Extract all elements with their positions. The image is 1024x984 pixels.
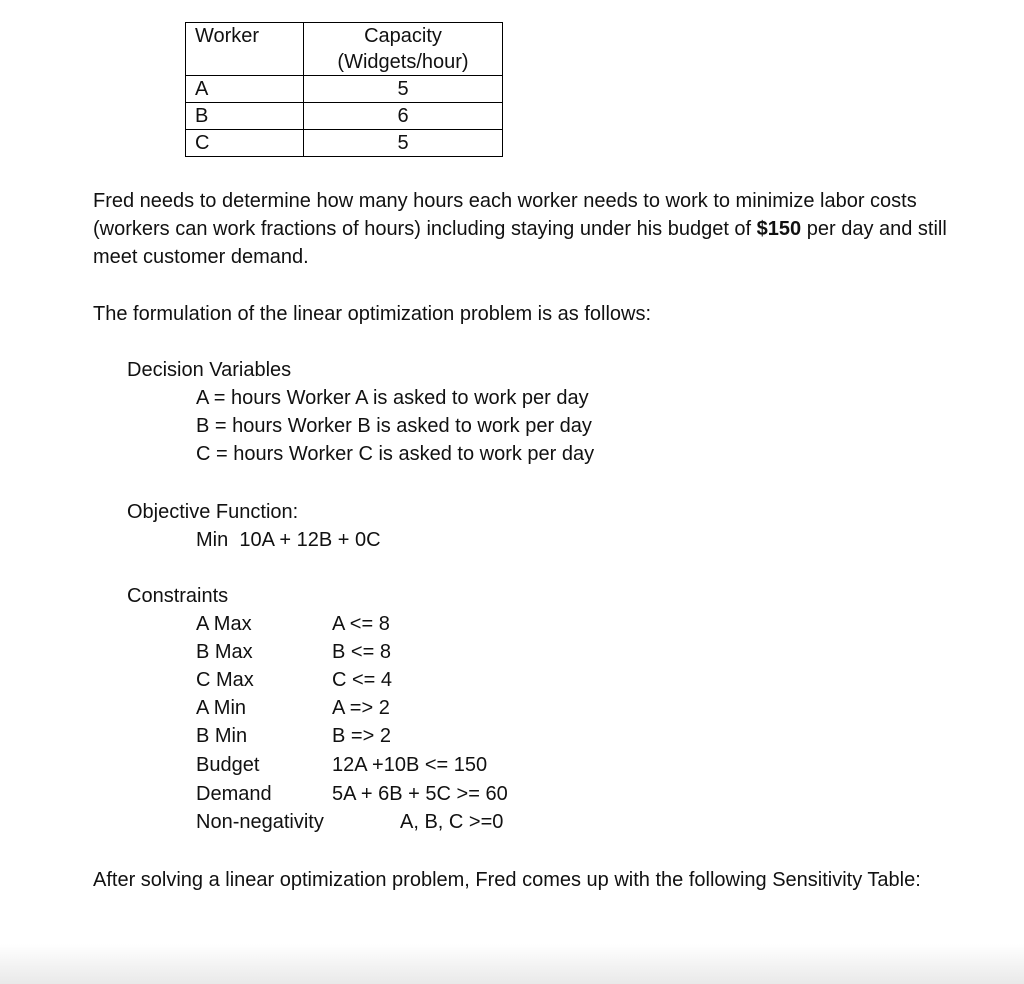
formulation-intro: The formulation of the linear optimization problem is as follows: [93, 303, 652, 325]
objective-title: Objective Function: [127, 501, 299, 523]
constraint-name: C Max [196, 669, 254, 691]
list-item: B = hours Worker B is asked to work per day [196, 415, 592, 437]
constraint-expression: B => 2 [332, 725, 391, 747]
decision-variables-list [196, 384, 594, 468]
capacity-table [185, 22, 503, 157]
constraint-expression: A <= 8 [332, 613, 390, 635]
constraint-expression: C <= 4 [332, 669, 393, 691]
objective-expression: Min 10A + 12B + 0C [196, 529, 381, 551]
worker-cell: C [186, 130, 304, 157]
decision-variables-title: Decision Variables [127, 359, 292, 381]
header-capacity [304, 23, 503, 76]
constraint-expression: 5A + 6B + 5C >= 60 [332, 783, 508, 805]
header-capacity-line2: (Widgets/hour) [337, 51, 469, 73]
constraint-name: Budget [196, 754, 260, 776]
table-row [186, 76, 503, 103]
constraint-expression: 12A +10B <= 150 [332, 754, 488, 776]
header-worker: Worker [186, 23, 304, 76]
constraint-name: B Min [196, 725, 248, 747]
constraint-expression: A, B, C >=0 [400, 811, 504, 833]
worker-cell: B [186, 103, 304, 130]
constraint-name: A Max [196, 613, 252, 635]
closing-paragraph: After solving a linear optimization problem, Fred comes up with the following Sensitivity Table: [93, 869, 921, 891]
constraints-title: Constraints [127, 585, 229, 607]
constraint-expression: A => 2 [332, 697, 390, 719]
intro-text-start: Fred needs to determine how many hours each worker needs to work to minimize labor costs (workers can work fractions of hours) including staying under his budget of [93, 190, 917, 240]
intro-paragraph [93, 187, 973, 271]
page-bottom-shadow [0, 944, 1024, 984]
list-item: A = hours Worker A is asked to work per day [196, 387, 589, 409]
list-item: C = hours Worker C is asked to work per day [196, 443, 595, 465]
constraint-name: Demand [196, 783, 272, 805]
intro-text-end: per day and still meet customer demand. [93, 218, 947, 268]
constraint-name: A Min [196, 697, 247, 719]
capacity-cell: 5 [304, 76, 503, 103]
budget-amount: $150 [756, 218, 802, 240]
table-header-row [186, 23, 503, 76]
header-capacity-line1: Capacity [364, 25, 442, 47]
worker-cell: A [186, 76, 304, 103]
capacity-cell: 6 [304, 103, 503, 130]
capacity-cell: 5 [304, 130, 503, 157]
constraint-name: B Max [196, 641, 253, 663]
constraint-expression: B <= 8 [332, 641, 391, 663]
table-row [186, 103, 503, 130]
table-row [186, 130, 503, 157]
constraint-name: Non-negativity [196, 811, 324, 833]
